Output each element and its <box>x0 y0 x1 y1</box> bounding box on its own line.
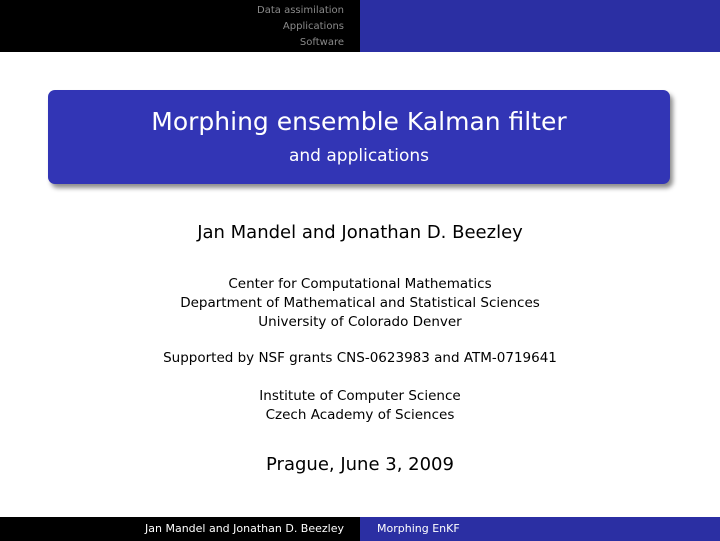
footer-short-title: Morphing EnKF <box>360 517 720 541</box>
footer-authors: Jan Mandel and Jonathan D. Beezley <box>0 517 360 541</box>
presentation-date: Prague, June 3, 2009 <box>266 454 454 475</box>
presentation-title: Morphing ensemble Kalman filter <box>151 107 567 136</box>
section-navigation <box>0 0 360 52</box>
institute-line: Institute of Computer Science <box>259 388 461 404</box>
affiliation-line: Center for Computational Mathematics <box>228 276 492 292</box>
footer-bar <box>0 517 720 541</box>
institute-block <box>0 387 720 425</box>
nav-link-software[interactable]: Software <box>299 37 344 48</box>
header-accent-block <box>360 0 720 52</box>
institute-line: Czech Academy of Sciences <box>265 407 455 423</box>
nav-link-data-assimilation[interactable]: Data assimilation <box>257 5 344 16</box>
funding-note: Supported by NSF grants CNS-0623983 and ATM-0719641 <box>163 350 557 366</box>
affiliation-block <box>0 275 720 332</box>
affiliation-line: University of Colorado Denver <box>258 314 462 330</box>
title-block <box>48 90 670 184</box>
header-bar <box>0 0 720 52</box>
nav-link-applications[interactable]: Applications <box>282 21 344 32</box>
affiliation-line: Department of Mathematical and Statistical Sciences <box>180 295 540 311</box>
presentation-subtitle: and applications <box>288 146 430 166</box>
author-names: Jan Mandel and Jonathan D. Beezley <box>197 222 523 243</box>
